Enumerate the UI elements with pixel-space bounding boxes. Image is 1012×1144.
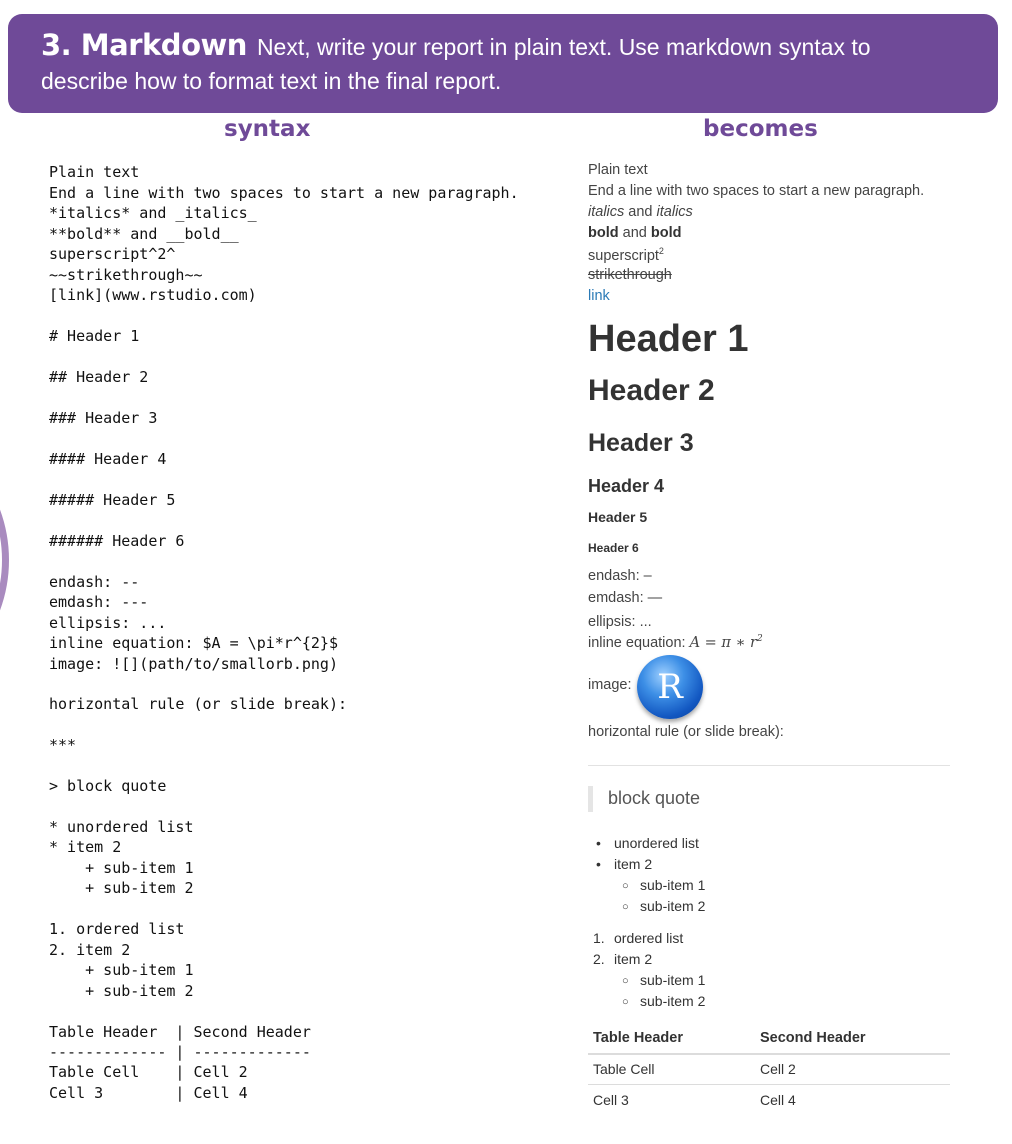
rendered-superscript xyxy=(588,246,664,264)
syntax-line-ul2: * item 2 xyxy=(49,838,122,856)
becomes-heading: becomes xyxy=(703,116,818,142)
ul-item-1: unordered list xyxy=(614,835,699,851)
bold-text-1: bold xyxy=(588,225,619,241)
circle-bullet-icon: ○ xyxy=(622,901,629,913)
rendered-endash: endash: – xyxy=(588,568,652,584)
syntax-line-h4: #### Header 4 xyxy=(49,450,167,468)
ol-sub-item-1: sub-item 1 xyxy=(640,972,706,988)
syntax-line-hr-label: horizontal rule (or slide break): xyxy=(49,695,348,713)
syntax-line-table-separator: ------------- | ------------- xyxy=(49,1043,311,1061)
syntax-line-h5: ##### Header 5 xyxy=(49,491,176,509)
table-cell-r1c1: Table Cell xyxy=(593,1061,655,1077)
syntax-line-plain: Plain text xyxy=(49,163,140,181)
decorative-arc xyxy=(0,455,30,665)
section-title: 3. Markdown xyxy=(41,28,247,62)
ol-marker-2: 2. xyxy=(593,951,605,967)
rendered-block-quote: block quote xyxy=(608,788,701,808)
table-header-1: Table Header xyxy=(593,1030,683,1046)
circle-bullet-icon: ○ xyxy=(622,880,629,892)
section-description-line2: describe how to format text in the final report. xyxy=(41,68,502,94)
block-quote-bar xyxy=(588,786,593,812)
ol-item-2: item 2 xyxy=(614,951,653,967)
rendered-hr-label: horizontal rule (or slide break): xyxy=(588,724,784,740)
equation-math: A = π ∗ r xyxy=(689,634,757,651)
table-cell-r2c1: Cell 3 xyxy=(593,1092,629,1108)
syntax-line-hr: *** xyxy=(49,736,77,754)
syntax-line-h3: ### Header 3 xyxy=(49,409,158,427)
rendered-equation xyxy=(588,634,763,651)
syntax-line-ol-sub2: + sub-item 2 xyxy=(49,982,194,1000)
syntax-line-h6: ###### Header 6 xyxy=(49,532,185,550)
syntax-line-equation: inline equation: $A = \pi*r^{2}$ xyxy=(49,634,338,652)
syntax-line-ol2: 2. item 2 xyxy=(49,941,131,959)
rendered-header-4: Header 4 xyxy=(588,476,665,496)
syntax-line-ul-sub2: + sub-item 2 xyxy=(49,879,194,897)
syntax-line-emdash: emdash: --- xyxy=(49,593,149,611)
syntax-heading: syntax xyxy=(224,116,311,142)
superscript-exponent: 2 xyxy=(658,246,664,256)
syntax-line-ol1: 1. ordered list xyxy=(49,920,185,938)
syntax-line-italics: *italics* and _italics_ xyxy=(49,204,257,222)
syntax-line-strike: ~~strikethrough~~ xyxy=(49,266,203,284)
section-description-line1: Next, write your report in plain text. Use markdown syntax to xyxy=(256,34,871,60)
rendered-header-5: Header 5 xyxy=(588,509,648,525)
superscript-text: superscript xyxy=(588,247,659,264)
rendered-header-6: Header 6 xyxy=(588,541,639,555)
table-header-divider xyxy=(588,1053,950,1055)
rendered-plain: Plain text xyxy=(588,162,648,178)
circle-bullet-icon: ○ xyxy=(622,996,629,1008)
and-text: and xyxy=(622,225,647,241)
syntax-line-h2: ## Header 2 xyxy=(49,368,149,386)
syntax-line-paragraph: End a line with two spaces to start a new paragraph. xyxy=(49,184,519,202)
rendered-emdash: emdash: — xyxy=(588,590,663,606)
table-header-2: Second Header xyxy=(760,1030,866,1046)
equation-exponent: 2 xyxy=(756,634,763,644)
syntax-line-ellipsis: ellipsis: ... xyxy=(49,614,167,632)
circle-bullet-icon: ○ xyxy=(622,975,629,987)
bullet-icon: • xyxy=(596,856,601,872)
ul-sub-item-1: sub-item 1 xyxy=(640,877,706,893)
syntax-line-superscript: superscript^2^ xyxy=(49,245,176,263)
rendered-ellipsis: ellipsis: ... xyxy=(588,614,652,630)
table-cell-r1c2: Cell 2 xyxy=(760,1061,796,1077)
rendered-header-2: Header 2 xyxy=(588,374,715,407)
rendered-italics xyxy=(588,204,693,220)
rendered-strikethrough: strikethrough xyxy=(588,267,672,283)
ol-item-1: ordered list xyxy=(614,930,684,946)
syntax-line-image: image: ![](path/to/smallorb.png) xyxy=(49,655,338,673)
section-banner xyxy=(8,14,998,113)
bullet-icon: • xyxy=(596,835,601,851)
ol-sub-item-2: sub-item 2 xyxy=(640,993,706,1009)
syntax-line-table-row2: Cell 3 | Cell 4 xyxy=(49,1084,248,1102)
rendered-link[interactable]: link xyxy=(588,288,610,304)
syntax-line-ol-sub1: + sub-item 1 xyxy=(49,961,194,979)
rendered-header-3: Header 3 xyxy=(588,429,694,457)
rendered-bold xyxy=(588,225,681,241)
syntax-line-table-header: Table Header | Second Header xyxy=(49,1023,311,1041)
equation-label: inline equation: xyxy=(588,634,686,651)
syntax-line-ul1: * unordered list xyxy=(49,818,194,836)
ul-item-2: item 2 xyxy=(614,856,653,872)
syntax-line-bold: **bold** and __bold__ xyxy=(49,225,239,243)
orb-letter: R xyxy=(657,667,683,707)
italics-text-1: italics xyxy=(588,204,625,220)
syntax-line-ul-sub1: + sub-item 1 xyxy=(49,859,194,877)
syntax-line-h1: # Header 1 xyxy=(49,327,140,345)
bold-text-2: bold xyxy=(650,225,682,241)
syntax-line-table-row1: Table Cell | Cell 2 xyxy=(49,1063,248,1081)
and-text: and xyxy=(628,204,653,220)
table-cell-r2c2: Cell 4 xyxy=(760,1092,796,1108)
syntax-line-endash: endash: -- xyxy=(49,573,140,591)
syntax-line-link: [link](www.rstudio.com) xyxy=(49,286,257,304)
syntax-line-quote: > block quote xyxy=(49,777,167,795)
ul-sub-item-2: sub-item 2 xyxy=(640,898,706,914)
italics-text-2: italics xyxy=(656,204,693,220)
rendered-paragraph: End a line with two spaces to start a new paragraph. xyxy=(588,183,925,199)
horizontal-rule xyxy=(588,765,950,766)
r-orb-image xyxy=(637,655,703,719)
table-row-divider xyxy=(588,1084,950,1085)
rendered-header-1: Header 1 xyxy=(588,318,749,360)
ol-marker-1: 1. xyxy=(593,930,605,946)
rendered-image-label: image: xyxy=(588,677,632,693)
